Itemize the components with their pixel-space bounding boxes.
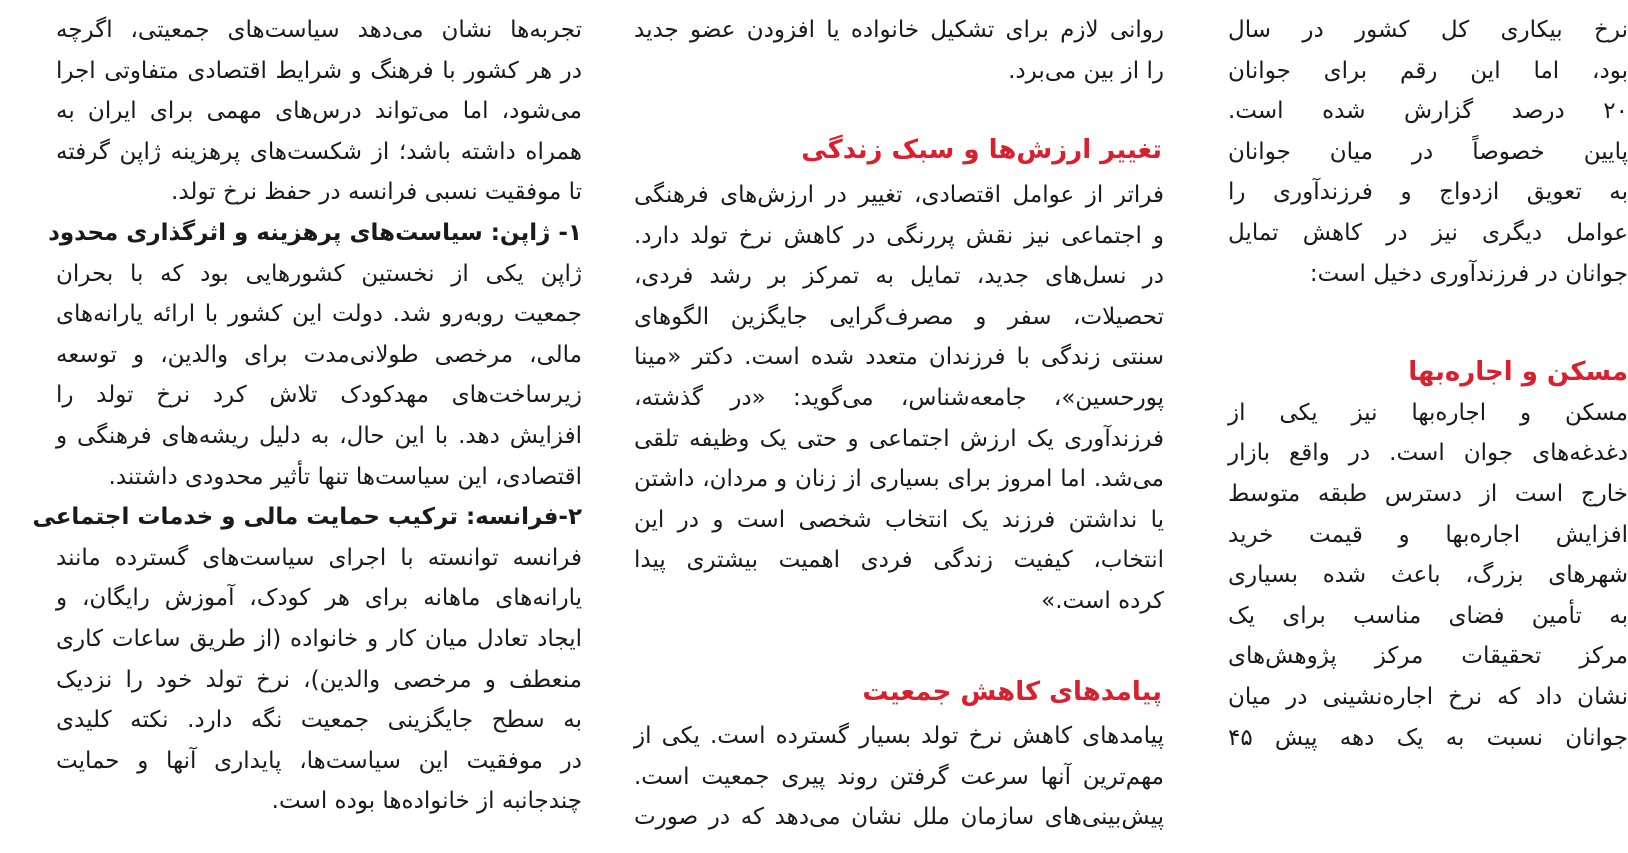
housing-line: به تأمین فضای مناسب برای یک bbox=[1228, 602, 1628, 629]
left-line: در هر کشور با فرهنگ و شرایط اقتصادی متفاوتی اجرا bbox=[56, 57, 582, 84]
left-column bbox=[32, 10, 582, 822]
left-line: می‌شود، اما می‌تواند درس‌های مهمی برای ایران به bbox=[56, 98, 582, 125]
japan-line: مالی، مرخصی طولانی‌مدت برای والدین، و توسعه bbox=[56, 341, 582, 368]
france-line: چندجانبه از خانواده‌ها بوده است. bbox=[271, 788, 582, 815]
values-heading: تغییر ارزش‌ها و سبک زندگی bbox=[801, 135, 1162, 165]
values-line: و اجتماعی نیز نقش پررنگی در کاهش نرخ تولد دارد. bbox=[634, 222, 1164, 249]
values-line: سنتی زندگی با فرزندان متعدد شده است. دکتر «مینا bbox=[634, 344, 1164, 371]
france-line: یارانه‌های ماهانه برای هر کودک، آموزش رایگان، و bbox=[56, 585, 582, 612]
left-line: همراه داشته باشد؛ از شکست‌های پرهزینه ژاپن گرفته bbox=[56, 138, 582, 165]
left-line: تا موفقیت نسبی فرانسه در حفظ نرخ تولد. bbox=[171, 179, 582, 206]
values-line: پورحسین»، جامعه‌شناس، می‌گوید: «در گذشته، bbox=[634, 384, 1164, 411]
right-intro-line: جوانان در فرزندآوری دخیل است: bbox=[1309, 260, 1628, 287]
housing-line: مسکن و اجاره‌بها نیز یکی از bbox=[1228, 399, 1628, 426]
values-line: در نسل‌های جدید، تمایل به تمرکز بر رشد فردی، bbox=[634, 263, 1164, 290]
housing-line: جوانان نسبت به یک دهه پیش ۴۵ bbox=[1228, 724, 1628, 751]
france-line: فرانسه توانسته با اجرای سیاست‌های گسترده مانند bbox=[56, 544, 582, 571]
values-line: یا نداشتن فرزند یک انتخاب شخصی است و در این bbox=[634, 506, 1164, 533]
france-subheading: ۲-فرانسه: ترکیب حمایت مالی و خدمات اجتماعی bbox=[32, 504, 582, 531]
consequences-line: پیش‌بینی‌های سازمان ملل نشان می‌دهد که در صورت bbox=[634, 804, 1164, 831]
housing-line: نشان داد که نرخ اجاره‌نشینی در میان bbox=[1228, 683, 1628, 710]
japan-subheading: ۱- ژاپن: سیاست‌های پرهزینه و اثرگذاری محدود bbox=[48, 219, 582, 246]
mid-intro-line: روانی لازم برای تشکیل خانواده یا افزودن عضو جدید bbox=[634, 17, 1164, 43]
france-line: ایجاد تعادل میان کار و خانواده (از طریق ساعات کاری bbox=[56, 625, 582, 652]
values-line: فرزندآوری یک ارزش اجتماعی و حتی یک وظیفه تلقی bbox=[634, 425, 1164, 452]
values-line: می‌شد. اما امروز برای بسیاری از زنان و مردان، داشتن bbox=[634, 466, 1164, 493]
housing-line: خارج است از دسترس طبقه متوسط bbox=[1228, 480, 1628, 507]
values-line: کرده است.» bbox=[1041, 587, 1164, 614]
middle-column bbox=[634, 10, 1164, 91]
japan-line: زیرساخت‌های مهدکودک تلاش کرد نرخ تولد را bbox=[56, 382, 582, 409]
values-line: تحصیلات، سفر و مصرف‌گرایی جایگزین الگوهای bbox=[634, 303, 1164, 330]
housing-line: افزایش اجاره‌بها و قیمت خرید bbox=[1228, 521, 1628, 548]
japan-line: جمعیت روبه‌رو شد. دولت این کشور با ارائه یارانه‌های bbox=[56, 301, 582, 328]
housing-line: دغدغه‌های جوان است. در واقع بازار bbox=[1228, 440, 1628, 467]
japan-line: افزایش دهد. با این حال، به دلیل ریشه‌های فرهنگی و bbox=[56, 422, 582, 449]
right-intro-line: به تعویق ازدواج و فرزندآوری را bbox=[1228, 179, 1628, 206]
values-section bbox=[634, 175, 1164, 622]
france-line: به سطح جایگزینی جمعیت نگه دارد. نکته کلیدی bbox=[56, 707, 582, 734]
consequences-heading: پیامدهای کاهش جمعیت bbox=[862, 677, 1162, 707]
housing-line: مرکز تحقیقات مرکز پژوهش‌های bbox=[1228, 643, 1628, 670]
consequences-line: پیامدهای کاهش نرخ تولد بسیار گسترده است. یکی از bbox=[634, 723, 1164, 749]
values-line: فراتر از عوامل اقتصادی، تغییر در ارزش‌های فرهنگی bbox=[634, 182, 1164, 208]
housing-heading: مسکن و اجاره‌بها bbox=[1408, 357, 1628, 388]
values-line: انتخاب، کیفیت زندگی فردی اهمیت بیشتری پیدا bbox=[634, 547, 1164, 574]
right-spacer bbox=[1228, 294, 1628, 352]
right-intro-line: ۲۰ درصد گزارش شده است. bbox=[1228, 98, 1628, 125]
mid-intro-line: را از بین می‌برد. bbox=[1008, 57, 1164, 84]
consequences-section bbox=[634, 716, 1164, 838]
right-intro-line: عوامل دیگری نیز در کاهش تمایل bbox=[1228, 219, 1628, 246]
right-intro-line: نرخ بیکاری کل کشور در سال bbox=[1228, 17, 1628, 43]
france-line: در موفقیت این سیاست‌ها، پایداری آنها و حمایت bbox=[56, 747, 582, 774]
right-intro-line: بود، اما این رقم برای جوانان bbox=[1228, 57, 1628, 84]
right-column bbox=[1214, 10, 1628, 853]
right-intro-line: پایین خصوصاً در میان جوانان bbox=[1228, 138, 1628, 165]
japan-line: ژاپن یکی از نخستین کشورهایی بود که با بحران bbox=[56, 260, 582, 287]
consequences-line: مهم‌ترین آنها سرعت گرفتن روند پیری جمعیت است. bbox=[634, 763, 1164, 790]
left-line: تجربه‌ها نشان می‌دهد سیاست‌های جمعیتی، اگرچه bbox=[56, 17, 582, 43]
france-line: منعطف و مرخصی والدین)، نرخ تولد خود را نزدیک bbox=[56, 666, 582, 693]
housing-line: شهرهای بزرگ، باعث شده بسیاری bbox=[1228, 562, 1628, 589]
japan-line: اقتصادی، این سیاست‌ها تنها تأثیر محدودی داشتند. bbox=[108, 463, 582, 490]
